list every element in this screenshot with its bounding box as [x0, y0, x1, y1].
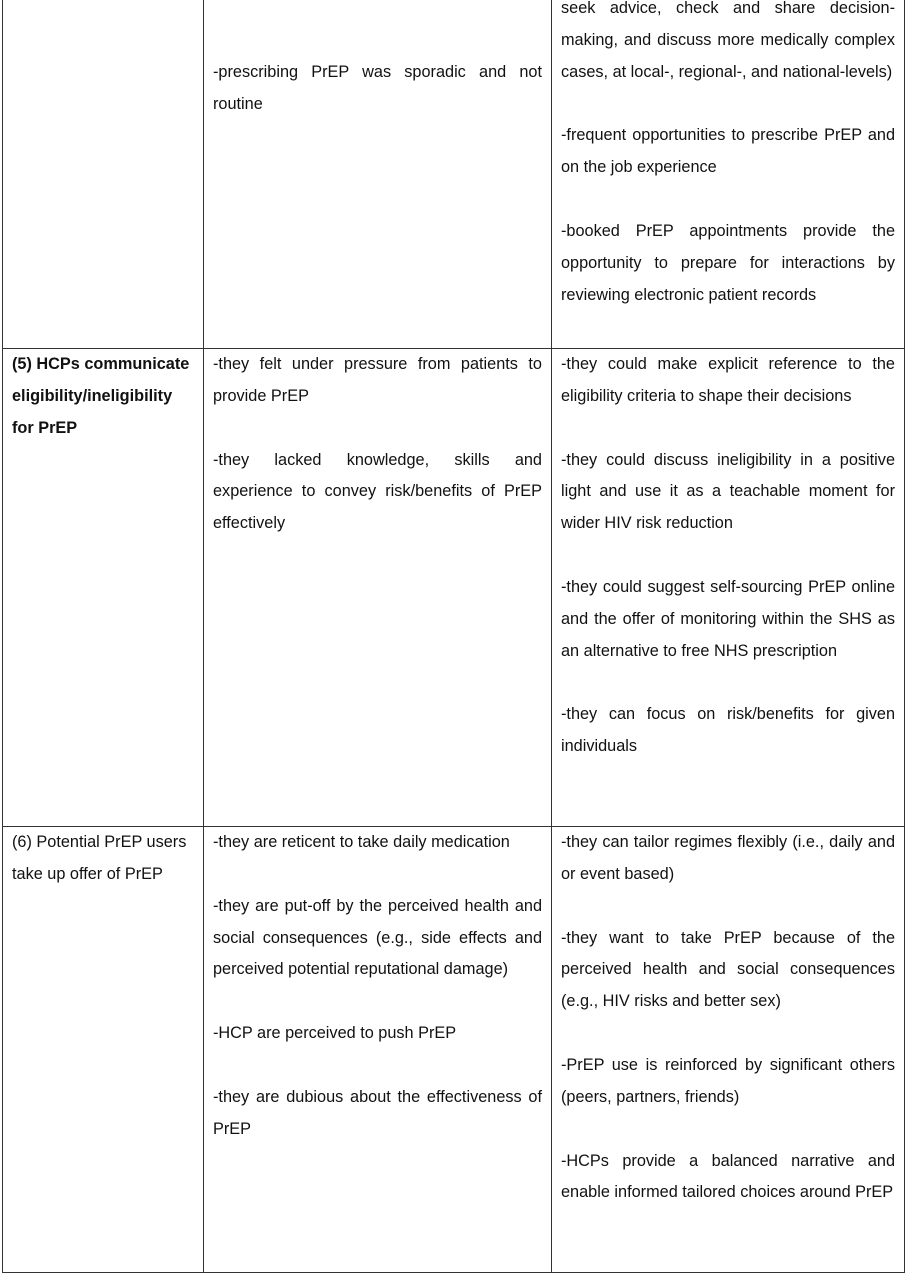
- enabler-item: -they could suggest self-sourcing PrEP online and the offer of monitoring within the SHS as an alternative to free NHS prescription: [561, 577, 895, 660]
- barrier-item: -they felt under pressure from patients to provide PrEP: [213, 355, 542, 405]
- enabler-item: -PrEP use is reinforced by significant others (peers, partners, friends): [561, 1055, 895, 1106]
- enabler-item: -they could discuss ineligibility in a positive light and use it as a teachable moment for wider HIV risk reduction: [561, 450, 895, 533]
- barrier-item: -they are reticent to take daily medication: [213, 833, 510, 851]
- enabler-item: -frequent opportunities to prescribe PrEP and on the job experience: [561, 126, 895, 177]
- enabler-item: -they can tailor regimes flexibly (i.e., daily and or event based): [561, 833, 895, 883]
- barrier-item: -they are put-off by the perceived health and social consequences (e.g., side effects and perceived potential reputational damage): [213, 896, 542, 979]
- barrier-item: -prescribing PrEP was sporadic and not routine: [213, 63, 542, 113]
- enabler-item: -they could make explicit reference to the eligibility criteria to shape their decisions: [561, 355, 895, 405]
- enabler-item: -they can focus on risk/benefits for given individuals: [561, 705, 895, 756]
- behaviour-cell: [3, 349, 204, 827]
- enabler-item: -they want to take PrEP because of the perceived health and social consequences (e.g., HIV risks and better sex): [561, 928, 895, 1011]
- barriers-cell: [204, 349, 552, 827]
- table-row: [3, 827, 905, 1273]
- enablers-cell: [552, 827, 905, 1273]
- enabler-item: seek advice, check and share decision-making, and discuss more medically complex cases, at local-, regional-, and national-levels): [561, 0, 895, 81]
- barriers-cell: [204, 827, 552, 1273]
- behaviour-cell: [3, 827, 204, 1273]
- enabler-item: -HCPs provide a balanced narrative and enable informed tailored choices around PrEP: [561, 1151, 895, 1202]
- barrier-item: [213, 0, 542, 57]
- enablers-cell: [552, 0, 905, 349]
- barriers-cell: [204, 0, 552, 349]
- enablers-cell: [552, 349, 905, 827]
- table-row: [3, 349, 905, 827]
- behaviour-label: (6) Potential PrEP users take up offer of PrEP: [12, 833, 187, 883]
- barrier-item: -they are dubious about the effectiveness of PrEP: [213, 1087, 542, 1138]
- behaviour-cell: [3, 0, 204, 349]
- barrier-item: -they lacked knowledge, skills and experience to convey risk/benefits of PrEP effectively: [213, 450, 542, 533]
- barrier-item: -HCP are perceived to push PrEP: [213, 1024, 457, 1043]
- table-row: [3, 0, 905, 349]
- behaviour-label: (5) HCPs communicate eligibility/ineligibility for PrEP: [12, 355, 190, 437]
- enabler-item: -booked PrEP appointments provide the opportunity to prepare for interactions by reviewing electronic patient records: [561, 221, 895, 304]
- barriers-enablers-table: [2, 0, 905, 1273]
